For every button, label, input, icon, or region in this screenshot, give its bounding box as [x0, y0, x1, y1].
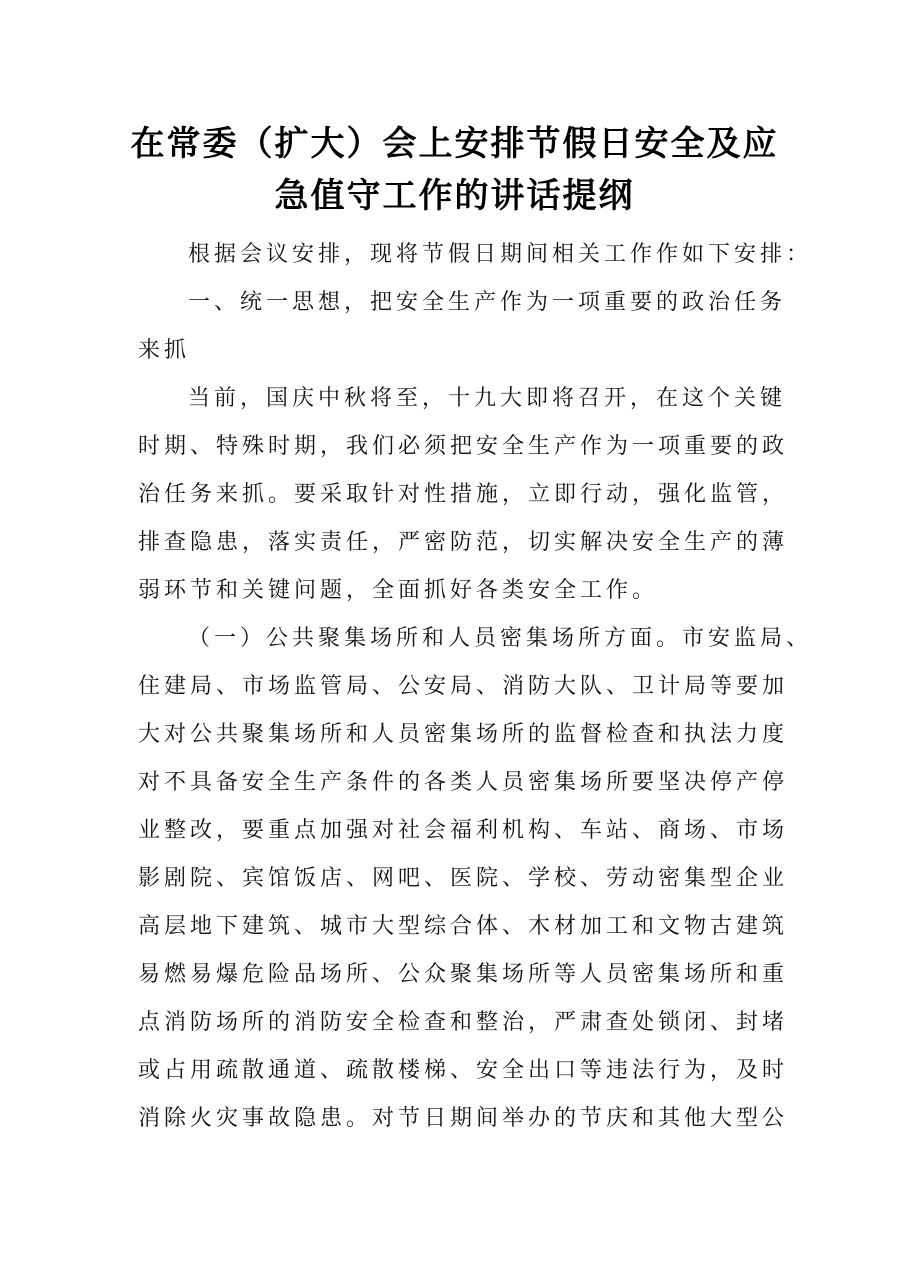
subsection-line: 影剧院、宾馆饭店、网吧、医院、学校、劳动密集型企业: [138, 866, 789, 891]
subsection-line: 大对公共聚集场所和人员密集场所的监督检查和执法力度: [138, 722, 789, 747]
subsection-line: 业整改，要重点加强对社会福利机构、车站、商场、市场: [138, 818, 789, 843]
subsection-line: 消除火灾事故隐患。对节日期间举办的节庆和其他大型公: [138, 1106, 789, 1131]
subsection-line: 点消防场所的消防安全检查和整治，严肃查处锁闭、封堵: [138, 1010, 789, 1035]
paragraph-line: 当前，国庆中秋将至，十九大即将召开，在这个关键: [188, 386, 787, 411]
paragraph-intro: 根据会议安排，现将节假日期间相关工作作如下安排：: [188, 242, 813, 267]
title-line-1: 在常委（扩大）会上安排节假日安全及应: [130, 124, 779, 164]
subsection-line: 易燃易爆危险品场所、公众聚集场所等人员密集场所和重: [138, 962, 789, 987]
paragraph-line: 时期、特殊时期，我们必须把安全生产作为一项重要的政: [138, 434, 789, 459]
paragraph-line: 弱环节和关键问题，全面抓好各类安全工作。: [138, 578, 659, 603]
subsection-line: 对不具备安全生产条件的各类人员密集场所要坚决停产停: [138, 770, 789, 795]
section-heading-line: 一、统一思想，把安全生产作为一项重要的政治任务: [188, 290, 787, 315]
subsection-line: （一）公共聚集场所和人员密集场所方面。市安监局、: [188, 626, 813, 651]
subsection-line: 住建局、市场监管局、公安局、消防大队、卫计局等要加: [138, 674, 789, 699]
title-line-2: 急值守工作的讲话提纲: [274, 176, 635, 216]
paragraph-line: 排查隐患，落实责任，严密防范，切实解决安全生产的薄: [138, 530, 789, 555]
subsection-line: 高层地下建筑、城市大型综合体、木材加工和文物古建筑: [138, 914, 789, 939]
document-body: [138, 231, 813, 1143]
section-heading-line: 来抓: [138, 338, 191, 363]
paragraph-line: 治任务来抓。要采取针对性措施，立即行动，强化监管，: [138, 482, 789, 507]
subsection-line: 或占用疏散通道、疏散楼梯、安全出口等违法行为，及时: [138, 1058, 789, 1083]
document-title: [0, 118, 909, 222]
